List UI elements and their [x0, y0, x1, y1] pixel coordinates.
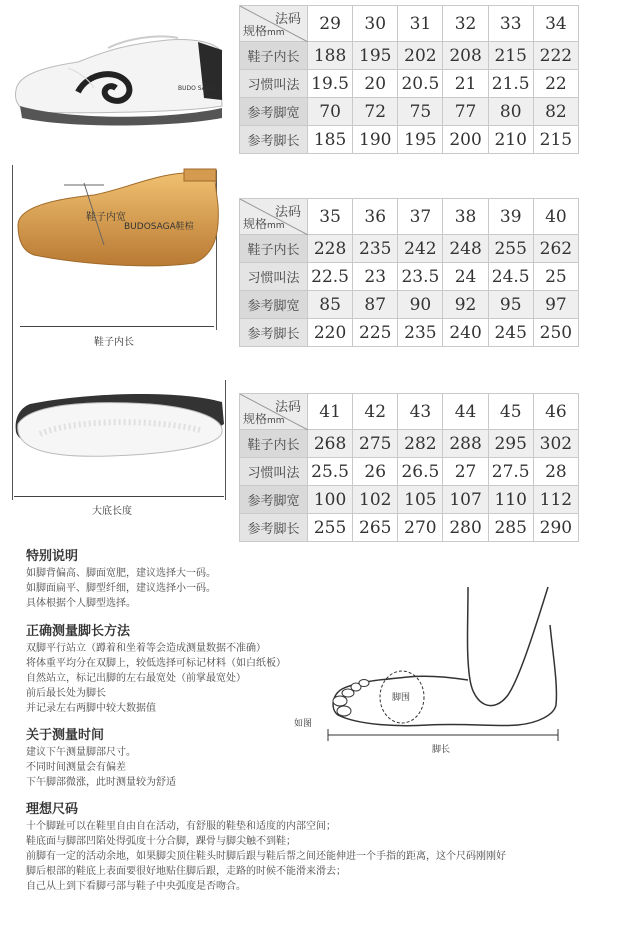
table-cell: 195 [398, 126, 443, 154]
table-cell: 282 [398, 430, 443, 458]
note-line: 鞋底面与脚部凹陷处得弧度十分合脚，踝骨与脚尖触不到鞋； [26, 836, 296, 847]
size-header: 46 [533, 394, 578, 430]
note-line: 十个脚趾可以在鞋里自由自在活动，有舒服的鞋垫和适度的内部空间； [26, 821, 336, 832]
foot-toe-label: 如图 [294, 719, 313, 729]
note-line: 前脚有一定的活动余地，如果脚尖顶住鞋头时脚后跟与鞋后帮之间还能伸进一个手指的距离，这个尺码刚刚好 [26, 851, 506, 862]
table-cell: 188 [308, 42, 353, 70]
size-header: 30 [353, 6, 398, 42]
table-cell: 82 [533, 98, 578, 126]
row-label: 习惯叫法 [240, 70, 308, 98]
table-row [240, 514, 579, 542]
table-cell: 295 [488, 430, 533, 458]
table-cell: 208 [443, 42, 488, 70]
sole-length-label: 大底长度 [92, 506, 132, 517]
table-cell: 185 [308, 126, 353, 154]
table-cell: 215 [533, 126, 578, 154]
table-cell: 268 [308, 430, 353, 458]
note-line: 并记录左右两脚中较大数据值 [26, 703, 156, 714]
size-table-2 [239, 198, 579, 347]
table-cell: 20.5 [398, 70, 443, 98]
size-table-3 [239, 393, 579, 542]
table-cell: 97 [533, 291, 578, 319]
row-label: 参考脚宽 [240, 291, 308, 319]
size-header: 36 [353, 199, 398, 235]
table-cell: 24 [443, 263, 488, 291]
table-cell: 26 [353, 458, 398, 486]
table-cell: 255 [488, 235, 533, 263]
table-cell: 80 [488, 98, 533, 126]
table-cell: 242 [398, 235, 443, 263]
table-cell: 265 [353, 514, 398, 542]
notes-method [26, 620, 326, 716]
table-cell: 21.5 [488, 70, 533, 98]
table-corner-header: 法码 规格mm [240, 394, 308, 430]
row-label: 鞋子内长 [240, 235, 308, 263]
row-label: 鞋子内长 [240, 430, 308, 458]
row-label: 参考脚长 [240, 319, 308, 347]
table-row [240, 98, 579, 126]
note-line: 自己从上到下看脚弓部与鞋子中央弧度是否吻合。 [26, 881, 246, 892]
row-label: 习惯叫法 [240, 458, 308, 486]
row-label: 参考脚宽 [240, 98, 308, 126]
last-brand-label: BUDOSAGA鞋楦 [124, 222, 194, 232]
size-header: 45 [488, 394, 533, 430]
table-cell: 275 [353, 430, 398, 458]
note-line: 双脚平行站立（蹲着和坐着等会造成测量数据不准确） [26, 643, 266, 654]
size-header: 33 [488, 6, 533, 42]
table-cell: 222 [533, 42, 578, 70]
size-header: 35 [308, 199, 353, 235]
table-cell: 280 [443, 514, 488, 542]
table-cell: 245 [488, 319, 533, 347]
sole-length-arrow [14, 496, 224, 497]
table-cell: 90 [398, 291, 443, 319]
size-header: 41 [308, 394, 353, 430]
size-header: 44 [443, 394, 488, 430]
table-cell: 202 [398, 42, 443, 70]
table-cell: 210 [488, 126, 533, 154]
table-cell: 220 [308, 319, 353, 347]
note-line: 脚后根部的鞋底上表面要很好地贴住脚后跟，走路的时候不能滑来滑去； [26, 866, 346, 877]
inner-length-label: 鞋子内长 [94, 337, 134, 348]
note-line: 如脚面扁平、脚型纤细，建议选择小一码。 [26, 583, 216, 594]
table-cell: 200 [443, 126, 488, 154]
table-cell: 19.5 [308, 70, 353, 98]
table-cell: 85 [308, 291, 353, 319]
size-header: 38 [443, 199, 488, 235]
table-cell: 225 [353, 319, 398, 347]
inner-length-arrow [20, 326, 214, 327]
table-cell: 24.5 [488, 263, 533, 291]
table-cell: 195 [353, 42, 398, 70]
table-row [240, 42, 579, 70]
size-header: 40 [533, 199, 578, 235]
row-label: 参考脚长 [240, 126, 308, 154]
last-width-label: 鞋子内宽 [86, 212, 126, 223]
table-row [240, 319, 579, 347]
table-cell: 87 [353, 291, 398, 319]
size-header: 42 [353, 394, 398, 430]
table-corner-header: 法码 规格mm [240, 199, 308, 235]
shoe-brand-text: BUDO SAGA [178, 85, 215, 92]
table-cell: 112 [533, 486, 578, 514]
table-cell: 250 [533, 319, 578, 347]
table-cell: 302 [533, 430, 578, 458]
table-row [240, 291, 579, 319]
note-line: 自然站立，标记出脚的左右最宽处（前掌最宽处） [26, 673, 246, 684]
table-cell: 75 [398, 98, 443, 126]
row-label: 参考脚长 [240, 514, 308, 542]
size-header: 29 [308, 6, 353, 42]
size-header: 32 [443, 6, 488, 42]
foot-measure-diagram [318, 585, 568, 760]
table-cell: 77 [443, 98, 488, 126]
table-row [240, 126, 579, 154]
shoe-side-illustration [8, 28, 228, 138]
table-cell: 102 [353, 486, 398, 514]
note-line: 下午脚部微涨，此时测量较为舒适 [26, 777, 176, 788]
table-cell: 240 [443, 319, 488, 347]
table-cell: 262 [533, 235, 578, 263]
table-cell: 27.5 [488, 458, 533, 486]
size-header: 31 [398, 6, 443, 42]
section-title: 关于测量时间 [26, 728, 105, 743]
table-cell: 95 [488, 291, 533, 319]
note-line: 不同时间测量会有偏差 [26, 762, 126, 773]
table-row [240, 263, 579, 291]
table-cell: 228 [308, 235, 353, 263]
table-cell: 290 [533, 514, 578, 542]
note-line: 具体根据个人脚型选择。 [26, 598, 136, 609]
row-label: 习惯叫法 [240, 263, 308, 291]
size-header: 34 [533, 6, 578, 42]
foot-length-label: 脚长 [432, 745, 451, 755]
size-table-1 [239, 5, 579, 154]
section-title: 特别说明 [26, 549, 79, 564]
foot-width-label: 脚围 [392, 693, 411, 703]
table-row [240, 70, 579, 98]
size-header: 37 [398, 199, 443, 235]
table-cell: 21 [443, 70, 488, 98]
table-cell: 190 [353, 126, 398, 154]
table-cell: 27 [443, 458, 488, 486]
table-corner-header: 法码 规格mm [240, 6, 308, 42]
note-line: 建议下午测量脚部尺寸。 [26, 747, 136, 758]
illustration-column [0, 0, 235, 520]
table-cell: 28 [533, 458, 578, 486]
notes-ideal [26, 798, 606, 894]
table-cell: 23.5 [398, 263, 443, 291]
table-cell: 105 [398, 486, 443, 514]
table-cell: 72 [353, 98, 398, 126]
table-cell: 288 [443, 430, 488, 458]
table-row [240, 235, 579, 263]
note-line: 前后最长处为脚长 [26, 688, 106, 699]
size-header: 39 [488, 199, 533, 235]
table-cell: 92 [443, 291, 488, 319]
row-label: 鞋子内长 [240, 42, 308, 70]
table-cell: 22.5 [308, 263, 353, 291]
note-line: 如脚背偏高、脚面宽肥，建议选择大一码。 [26, 568, 216, 579]
table-cell: 25 [533, 263, 578, 291]
table-cell: 70 [308, 98, 353, 126]
table-cell: 100 [308, 486, 353, 514]
table-cell: 285 [488, 514, 533, 542]
table-cell: 248 [443, 235, 488, 263]
section-title: 正确测量脚长方法 [26, 624, 131, 639]
size-header: 43 [398, 394, 443, 430]
table-cell: 235 [353, 235, 398, 263]
table-row [240, 430, 579, 458]
table-cell: 26.5 [398, 458, 443, 486]
table-cell: 22 [533, 70, 578, 98]
table-row [240, 486, 579, 514]
table-cell: 23 [353, 263, 398, 291]
notes-time [26, 724, 326, 790]
table-cell: 270 [398, 514, 443, 542]
table-cell: 215 [488, 42, 533, 70]
table-cell: 25.5 [308, 458, 353, 486]
row-label: 参考脚宽 [240, 486, 308, 514]
sole-illustration [10, 390, 230, 470]
table-row [240, 458, 579, 486]
table-cell: 20 [353, 70, 398, 98]
table-cell: 110 [488, 486, 533, 514]
table-cell: 107 [443, 486, 488, 514]
table-cell: 255 [308, 514, 353, 542]
table-cell: 235 [398, 319, 443, 347]
section-title: 理想尺码 [26, 802, 79, 817]
note-line: 将体重平均分在双脚上，较低选择可标记材料（如白纸板） [26, 658, 286, 669]
